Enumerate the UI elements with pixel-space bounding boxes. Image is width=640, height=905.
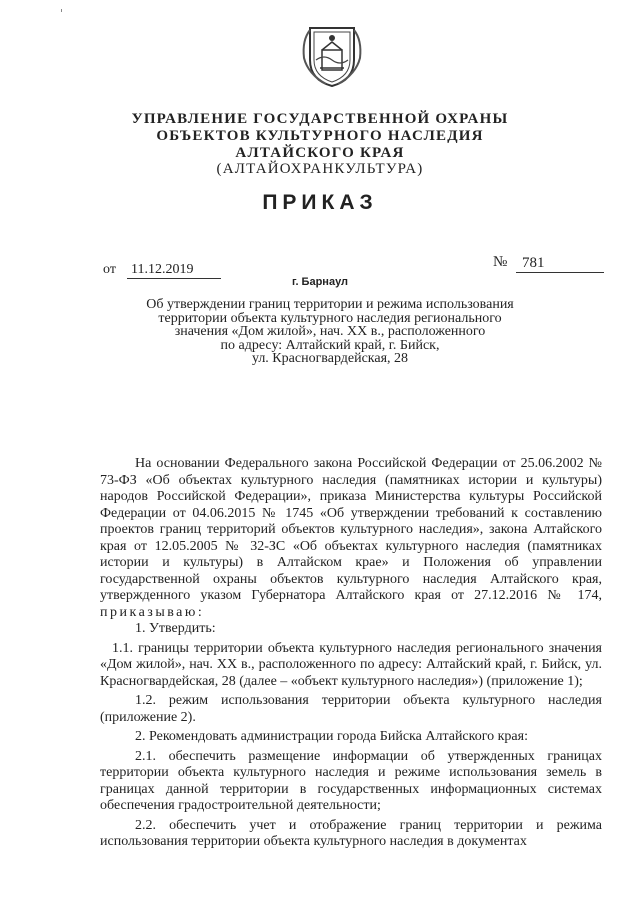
order-keyword: приказываю: xyxy=(100,604,205,620)
preamble-text: На основании Федерального закона Российской Федерации от 25.06.2002 № 73-ФЗ «Об объектах культурного наследия (памятниках истории и культуры) народов Российской Федерации», приказа Министерства культуры Российской Федерации от 04.06.2015 № 1745 «Об утверждении требований к составлению проектов границ территорий объектов культурного наследия», закона Алтайского края от 12.05.2005 № 32-ЗС «Об объектах культурного наследия (памятниках истории и культуры) в Алтайском крае» и Положения об управлении государственной охраны объектов культурного наследия Алтайского края, утвержденного указом Губернатора Алтайского края от 27.12.2016 № 174, xyxy=(100,456,602,603)
number-label: № xyxy=(493,254,508,270)
document-title: ПРИКАЗ xyxy=(262,191,378,214)
subject-line: ул. Красногвардейская, 28 xyxy=(251,351,409,366)
subject-line: территории объекта культурного наследия регионального xyxy=(158,310,502,326)
org-name-line2: ОБЪЕКТОВ КУЛЬТУРНОГО НАСЛЕДИЯ xyxy=(156,128,484,144)
item-1-1: 1.1. границы территории объекта культурного наследия регионального значения «Дом жилой», нач. XX в., расположенного по адресу: Алтайский край, г. Бийск, ул. Красногвардейская, 28 (далее – «объект культурного наследия») (приложение 1); xyxy=(100,640,602,689)
preamble-paragraph xyxy=(100,456,602,621)
item-2-1: 2.1. обеспечить размещение информации об утвержденных границах территории объекта культурного наследия и режиме использования земель в границах данной территории в государственных информационных системах обеспечения градостроительной деятельности; xyxy=(100,748,602,813)
subject-line: по адресу: Алтайский край, г. Бийск, xyxy=(220,337,440,353)
subject-line: значения «Дом жилой», нач. XX в., расположенного xyxy=(174,324,486,339)
item-1-2: 1.2. режим использования территории объекта культурного наследия (приложение 2). xyxy=(100,693,602,725)
document-number: 781 xyxy=(516,254,604,273)
scan-mark xyxy=(61,9,62,12)
org-name-line1: УПРАВЛЕНИЕ ГОСУДАРСТВЕННОЙ ОХРАНЫ xyxy=(131,111,509,127)
item-1: 1. Утвердить: xyxy=(135,621,216,636)
document-body xyxy=(100,456,602,851)
item-2-2: 2.2. обеспечить учет и отображение границ территории и режима использования территории объекта культурного наследия в документах xyxy=(100,817,602,849)
document-date: 11.12.2019 xyxy=(127,262,221,279)
org-short-name: (АЛТАЙОХРАНКУЛЬТУРА) xyxy=(216,161,424,177)
city: г. Барнаул xyxy=(291,276,349,288)
coat-of-arms-icon xyxy=(300,20,364,90)
item-2: 2. Рекомендовать администрации города Бийска Алтайского края: xyxy=(135,729,528,744)
date-label: от xyxy=(103,262,116,277)
subject-line: Об утверждении границ территории и режима использования xyxy=(146,297,514,312)
org-name-line3: АЛТАЙСКОГО КРАЯ xyxy=(235,145,405,161)
document-subject xyxy=(130,298,530,366)
